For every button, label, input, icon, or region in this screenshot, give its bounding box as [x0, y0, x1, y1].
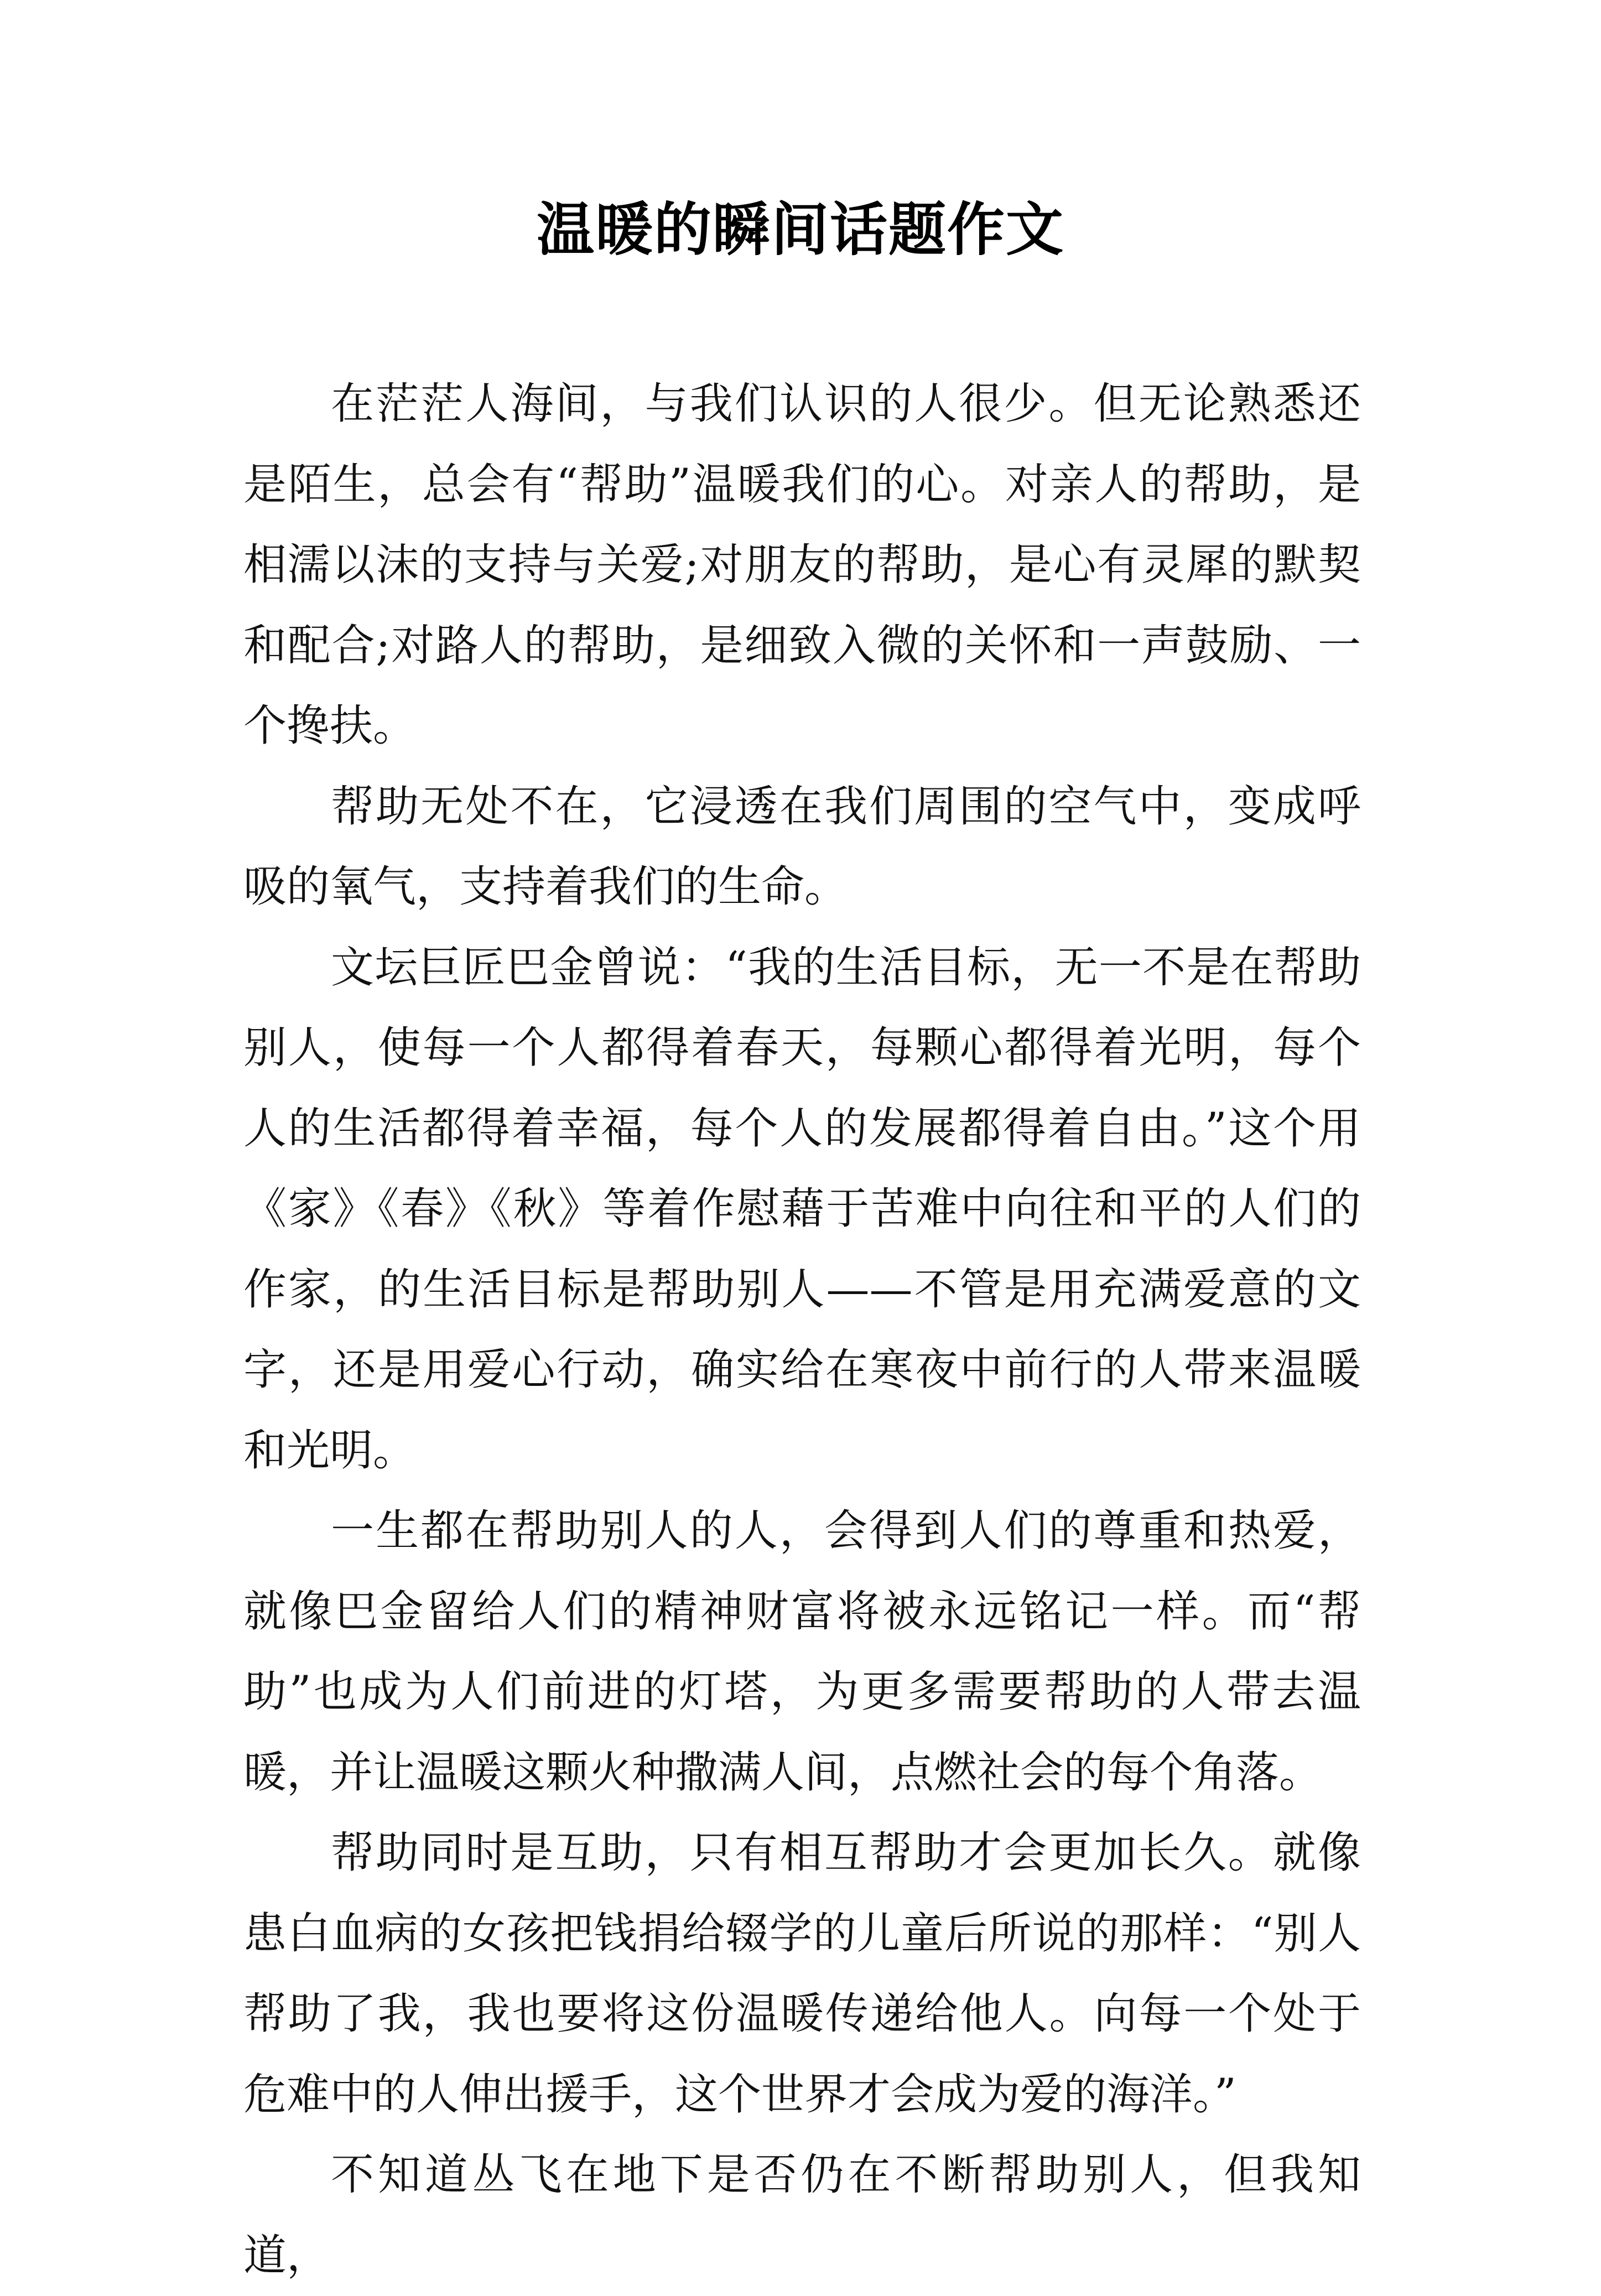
paragraph: 不知道丛飞在地下是否仍在不断帮助别人，但我知道，	[243, 2150, 1361, 2281]
paragraph: 在茫茫人海间，与我们认识的人很少。但无论熟悉还是陌生，总会有“帮助”温暖我们的心。对亲人的帮助，是相濡以沫的支持与关爱;对朋友的帮助，是心有灵犀的默契和配合;对路人的帮助，是细致入微的关怀和一声鼓励、一个搀扶。	[243, 379, 1361, 751]
document-body	[243, 364, 1361, 2296]
document-title: 温暖的瞬间话题作文	[536, 195, 1064, 263]
paragraph: 一生都在帮助别人的人，会得到人们的尊重和热爱，就像巴金留给人们的精神财富将被永远铭记一样。而“帮助”也成为人们前进的灯塔，为更多需要帮助的人带去温暖，并让温暖这颗火种撒满人间，点燃社会的每个角落。	[243, 1506, 1361, 1798]
paragraph: 帮助同时是互助，只有相互帮助才会更加长久。就像患白血病的女孩把钱捐给辍学的儿童后所说的那样：“别人帮助了我，我也要将这份温暖传递给他人。向每一个处于危难中的人伸出援手，这个世界才会成为爱的海洋。”	[243, 1828, 1361, 2120]
paragraph: 帮助无处不在，它浸透在我们周围的空气中，变成呼吸的氧气，支持着我们的生命。	[243, 781, 1361, 912]
paragraph: 文坛巨匠巴金曾说：“我的生活目标，无一不是在帮助别人，使每一个人都得着春天，每颗心都得着光明，每个人的生活都得着幸福，每个人的发展都得着自由。”这个用《家》《春》《秋》等着作慰藉于苦难中向往和平的人们的作家，的生活目标是帮助别人——不管是用充满爱意的文字，还是用爱心行动，确实给在寒夜中前行的人带来温暖和光明。	[243, 942, 1361, 1476]
